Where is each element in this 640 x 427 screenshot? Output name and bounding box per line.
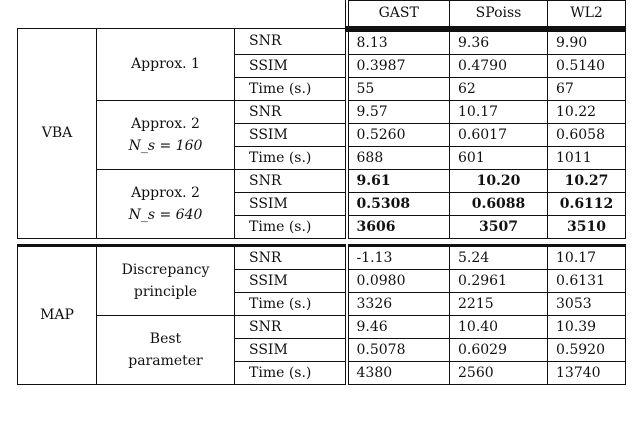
column-header-gast: GAST	[347, 1, 450, 29]
table-row	[18, 245, 626, 269]
table-row	[18, 169, 626, 192]
metric-label: SSIM	[235, 338, 347, 361]
value-cell: 0.5920	[548, 338, 626, 361]
value-cell: 10.20	[450, 169, 548, 192]
subgroup-label-line: Approx. 2	[131, 115, 200, 132]
value-cell: 10.17	[548, 245, 626, 269]
value-cell: 9.90	[548, 29, 626, 55]
value-cell: 601	[450, 146, 548, 169]
subgroup-label	[97, 315, 235, 384]
subgroup-label-line: principle	[133, 283, 198, 300]
header-row	[18, 1, 626, 29]
value-cell: 0.6131	[548, 269, 626, 292]
value-cell: 4380	[347, 361, 450, 384]
value-cell: -1.13	[347, 245, 450, 269]
metric-label: SNR	[235, 169, 347, 192]
method-group-label: VBA	[18, 29, 97, 239]
subgroup-label	[97, 100, 235, 169]
subgroup-label-line: Approx. 1	[131, 56, 200, 73]
method-group-label: MAP	[18, 245, 97, 384]
value-cell: 2560	[450, 361, 548, 384]
value-cell: 67	[548, 77, 626, 100]
value-cell: 8.13	[347, 29, 450, 55]
metric-label: SNR	[235, 245, 347, 269]
metric-label: SNR	[235, 29, 347, 55]
value-cell: 10.39	[548, 315, 626, 338]
metric-label: Time (s.)	[235, 146, 347, 169]
results-table-body	[18, 1, 626, 385]
results-table	[17, 0, 626, 385]
value-cell: 13740	[548, 361, 626, 384]
subgroup-label-line: Approx. 2	[131, 184, 200, 201]
metric-label: SNR	[235, 100, 347, 123]
value-cell: 55	[347, 77, 450, 100]
value-cell: 10.40	[450, 315, 548, 338]
value-cell: 3326	[347, 292, 450, 315]
value-cell: 0.2961	[450, 269, 548, 292]
value-cell: 0.5308	[347, 192, 450, 215]
metric-label: SSIM	[235, 123, 347, 146]
table-row	[18, 315, 626, 338]
subgroup-label-line: N_s = 160	[128, 137, 203, 154]
value-cell: 10.27	[548, 169, 626, 192]
value-cell: 0.5260	[347, 123, 450, 146]
column-header-wl2: WL2	[548, 1, 626, 29]
value-cell: 3606	[347, 215, 450, 238]
value-cell: 3053	[548, 292, 626, 315]
value-cell: 9.46	[347, 315, 450, 338]
metric-label: Time (s.)	[235, 361, 347, 384]
metric-label: SSIM	[235, 269, 347, 292]
table-row	[18, 100, 626, 123]
value-cell: 0.5078	[347, 338, 450, 361]
value-cell: 0.6112	[548, 192, 626, 215]
value-cell: 9.61	[347, 169, 450, 192]
value-cell: 2215	[450, 292, 548, 315]
value-cell: 0.6029	[450, 338, 548, 361]
subgroup-label-line: Discrepancy	[121, 261, 210, 278]
value-cell: 0.0980	[347, 269, 450, 292]
value-cell: 3507	[450, 215, 548, 238]
metric-label: Time (s.)	[235, 215, 347, 238]
value-cell: 0.5140	[548, 54, 626, 77]
metric-label: SNR	[235, 315, 347, 338]
value-cell: 10.22	[548, 100, 626, 123]
subgroup-label-line: parameter	[128, 352, 203, 369]
value-cell: 5.24	[450, 245, 548, 269]
value-cell: 0.6058	[548, 123, 626, 146]
subgroup-label-line: Best	[149, 330, 182, 347]
value-cell: 3510	[548, 215, 626, 238]
subgroup-label	[97, 29, 235, 101]
value-cell: 9.57	[347, 100, 450, 123]
value-cell: 0.3987	[347, 54, 450, 77]
group-separator	[18, 238, 626, 245]
table-row	[18, 29, 626, 55]
value-cell: 62	[450, 77, 548, 100]
metric-label: SSIM	[235, 54, 347, 77]
value-cell: 1011	[548, 146, 626, 169]
value-cell: 688	[347, 146, 450, 169]
value-cell: 0.4790	[450, 54, 548, 77]
subgroup-label-line: N_s = 640	[128, 206, 203, 223]
value-cell: 0.6017	[450, 123, 548, 146]
metric-label: Time (s.)	[235, 77, 347, 100]
value-cell: 0.6088	[450, 192, 548, 215]
metric-label: SSIM	[235, 192, 347, 215]
metric-label: Time (s.)	[235, 292, 347, 315]
subgroup-label	[97, 245, 235, 315]
value-cell: 10.17	[450, 100, 548, 123]
value-cell: 9.36	[450, 29, 548, 55]
subgroup-label	[97, 169, 235, 238]
column-header-spoiss: SPoiss	[450, 1, 548, 29]
